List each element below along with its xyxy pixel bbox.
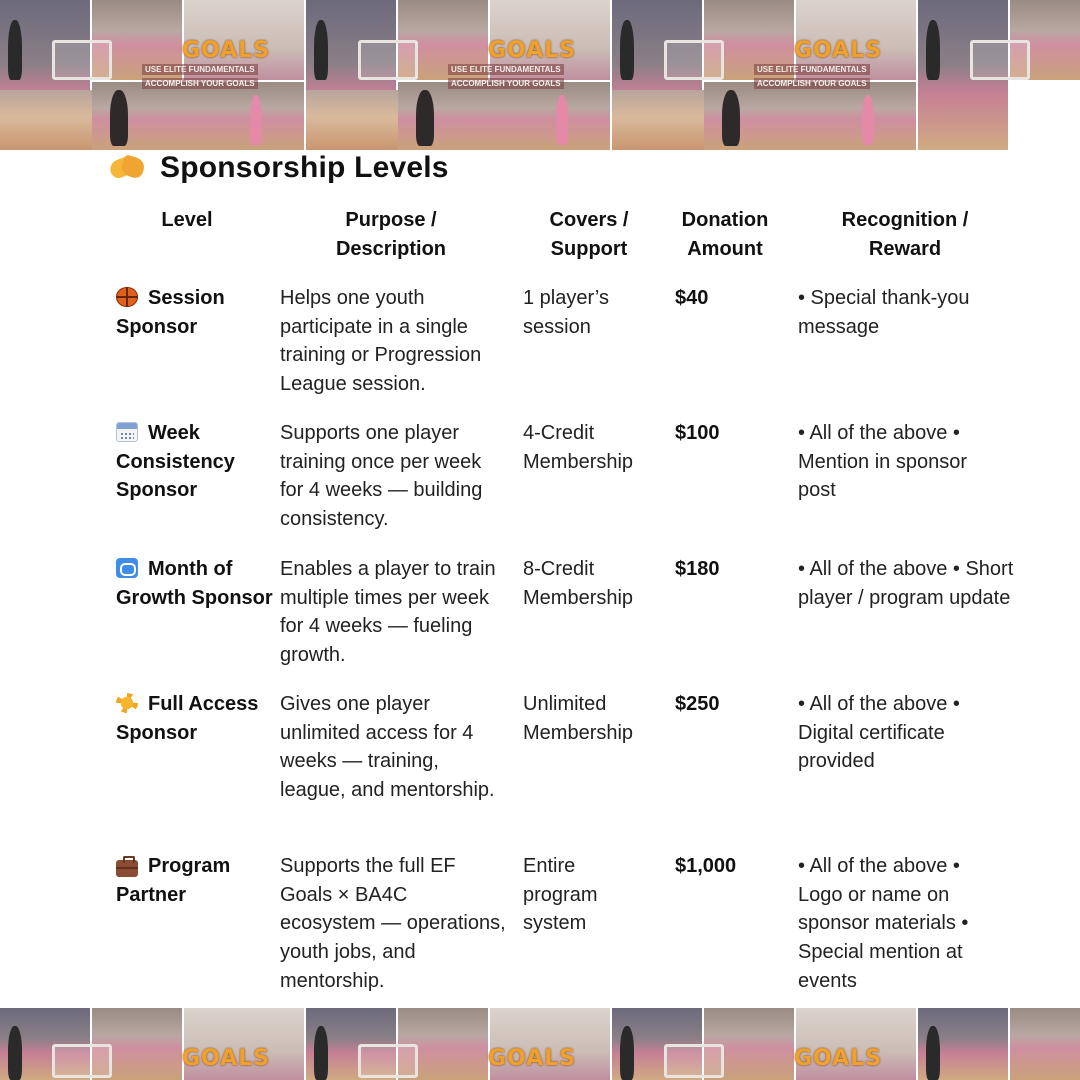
page-title: Sponsorship Levels: [160, 151, 449, 184]
recognition-cell: • Special thank-you message: [798, 287, 970, 338]
purpose-cell: Helps one youth participate in a single training or Progression League session.: [280, 287, 482, 396]
header-level: Level: [161, 209, 213, 231]
basketball-icon: [116, 287, 138, 307]
purpose-cell: Supports the full EF Goals × BA4C ecosystem — operations, youth jobs, and mentorship.: [280, 855, 506, 992]
hoop-graphic: [358, 40, 418, 80]
floor-photo: [0, 90, 92, 150]
amount-cell: $40: [675, 287, 709, 309]
collage-tile: [612, 0, 918, 150]
handshake-icon: [108, 151, 148, 185]
goals-logo: GOALS: [182, 38, 271, 63]
covers-cell: Unlimited Membership: [523, 693, 634, 744]
sun-icon: [116, 693, 138, 713]
goals-tagline: ACCOMPLISH YOUR GOALS: [448, 78, 564, 89]
level-cell: Program Partner: [116, 855, 231, 906]
player-figure: [416, 90, 434, 146]
header-donation: Donation Amount: [681, 209, 769, 260]
collage-tile: [0, 0, 306, 150]
goals-logo: GOALS: [488, 1046, 577, 1071]
goals-tagline: USE ELITE FUNDAMENTALS: [754, 64, 870, 75]
covers-cell: 8-Credit Membership: [523, 558, 634, 609]
player-figure: [620, 20, 634, 80]
covers-cell: Entire program system: [523, 855, 598, 935]
player-figure: [722, 90, 740, 146]
header-purpose: Purpose / Description: [335, 209, 447, 260]
goals-tagline: ACCOMPLISH YOUR GOALS: [142, 78, 258, 89]
collage-tile: [306, 0, 612, 150]
player-figure: [926, 20, 940, 80]
player-figure: [110, 90, 128, 146]
hoop-graphic: [664, 1044, 724, 1078]
amount-cell: $1,000: [675, 855, 737, 877]
collage-tile: [306, 1008, 612, 1080]
recognition-cell: • All of the above • Logo or name on sponsor materials • Special mention at events: [798, 855, 969, 992]
goals-tagline: USE ELITE FUNDAMENTALS: [142, 64, 258, 75]
collage-tile: [612, 1008, 918, 1080]
section-heading: [108, 150, 449, 186]
level-cell: Month of Growth Sponsor: [116, 558, 273, 609]
goals-tagline: USE ELITE FUNDAMENTALS: [448, 64, 564, 75]
collage-tile: [918, 0, 1080, 150]
purpose-cell: Supports one player training once per week for 4 weeks — building consistency.: [280, 422, 483, 531]
level-cell: Session Sponsor: [116, 287, 225, 338]
goals-logo: GOALS: [794, 1046, 883, 1071]
covers-cell: 4-Credit Membership: [523, 422, 634, 473]
hoop-graphic: [970, 40, 1030, 80]
collage-tile: [918, 1008, 1080, 1080]
goals-logo: GOALS: [794, 38, 883, 63]
goals-logo: GOALS: [488, 38, 577, 63]
player-figure: [314, 1026, 328, 1080]
hoop-graphic: [52, 1044, 112, 1078]
amount-cell: $180: [675, 558, 720, 580]
player-figure: [620, 1026, 634, 1080]
purpose-cell: Gives one player unlimited access for 4 weeks — training, league, and mentorship.: [280, 693, 495, 802]
hoop-graphic: [52, 40, 112, 80]
goals-tagline: ACCOMPLISH YOUR GOALS: [754, 78, 870, 89]
repeat-icon: [116, 558, 138, 578]
recognition-cell: • All of the above • Mention in sponsor post: [798, 422, 967, 502]
briefcase-icon: [116, 860, 138, 877]
header-recognition: Recognition / Reward: [841, 209, 969, 260]
level-cell: Week Consistency Sponsor: [116, 422, 235, 502]
recognition-cell: • All of the above • Short player / program update: [798, 558, 1014, 609]
amount-cell: $100: [675, 422, 720, 444]
amount-cell: $250: [675, 693, 720, 715]
purpose-cell: Enables a player to train multiple times per week for 4 weeks — fueling growth.: [280, 558, 496, 667]
calendar-icon: [116, 422, 138, 442]
level-cell: Full Access Sponsor: [116, 693, 259, 744]
bottom-photo-strip: [0, 1008, 1080, 1080]
header-covers: Covers / Support: [549, 209, 629, 260]
hoop-graphic: [664, 40, 724, 80]
player-figure: [862, 95, 874, 145]
collage-tile: [0, 1008, 306, 1080]
floor-photo: [306, 90, 398, 150]
recognition-cell: • All of the above • Digital certificate provided: [798, 693, 960, 773]
covers-cell: 1 player’s session: [523, 287, 609, 338]
top-photo-strip: [0, 0, 1080, 150]
hoop-graphic: [358, 1044, 418, 1078]
player-figure: [926, 1026, 940, 1080]
goals-logo: GOALS: [182, 1046, 271, 1071]
player-figure: [250, 95, 262, 145]
court-photo: [1010, 1008, 1080, 1080]
floor-photo: [612, 90, 704, 150]
player-figure: [556, 95, 568, 145]
player-figure: [8, 1026, 22, 1080]
player-figure: [8, 20, 22, 80]
player-figure: [314, 20, 328, 80]
